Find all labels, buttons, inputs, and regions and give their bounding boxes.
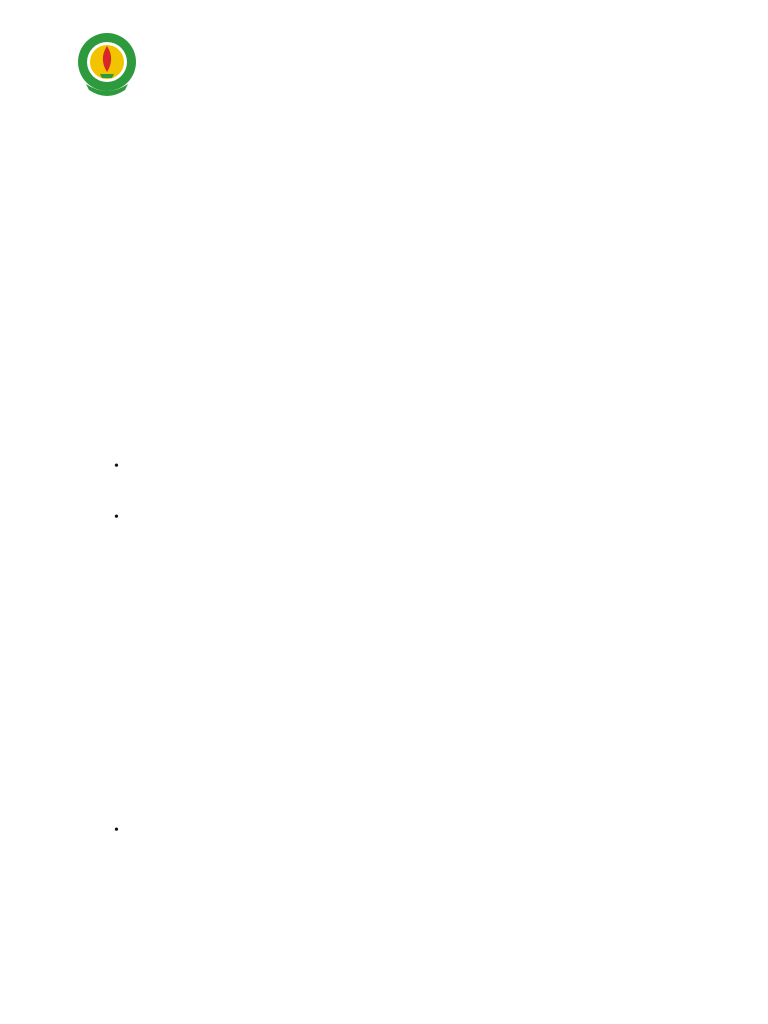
bullet-icon: •	[114, 510, 119, 525]
college-logo	[76, 26, 138, 102]
bullet-icon: •	[114, 459, 119, 474]
bullet-icon: •	[114, 823, 119, 838]
